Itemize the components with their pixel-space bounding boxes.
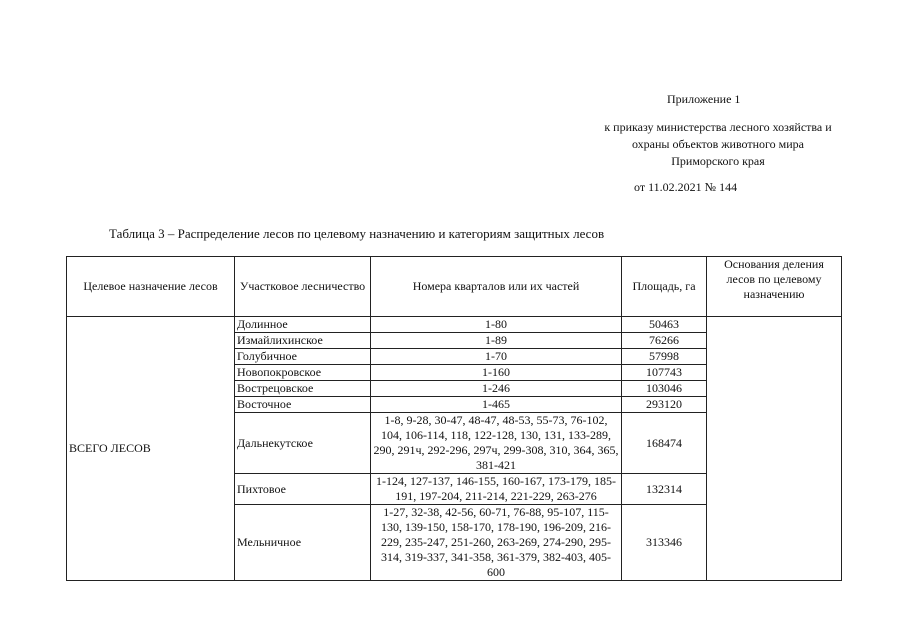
- column-header: Номера кварталов или их частей: [371, 257, 622, 317]
- area-cell: 168474: [622, 413, 707, 474]
- area-cell: 76266: [622, 333, 707, 349]
- table-row: [67, 317, 842, 333]
- quarters-cell: 1-160: [371, 365, 622, 381]
- quarters-cell: 1-465: [371, 397, 622, 413]
- district-cell: Долинное: [235, 317, 371, 333]
- order-reference: [580, 119, 856, 170]
- district-cell: Измайлихинское: [235, 333, 371, 349]
- table-caption: Таблица 3 – Распределение лесов по целевому назначению и категориям защитных лесов: [109, 226, 605, 241]
- district-cell: Восточное: [235, 397, 371, 413]
- quarters-cell: 1-124, 127-137, 146-155, 160-167, 173-179, 185-191, 197-204, 211-214, 221-229, 263-276: [371, 474, 622, 505]
- column-header: Площадь, га: [622, 257, 707, 317]
- appendix-title: Приложение 1: [667, 92, 741, 106]
- area-cell: 50463: [622, 317, 707, 333]
- district-cell: Голубичное: [235, 349, 371, 365]
- district-cell: Дальнекутское: [235, 413, 371, 474]
- quarters-cell: 1-8, 9-28, 30-47, 48-47, 48-53, 55-73, 76-102, 104, 106-114, 118, 122-128, 130, 131, 133-289, 290, 291ч, 292-296, 297ч, 299-308, 310, 364, 365, 381-421: [371, 413, 622, 474]
- column-header: Целевое назначение лесов: [67, 257, 235, 317]
- column-header: Основания деления лесов по целевому назначению: [707, 257, 842, 317]
- district-cell: Мельничное: [235, 505, 371, 581]
- forest-distribution-table: [66, 256, 842, 581]
- order-line: охраны объектов животного мира: [631, 137, 805, 151]
- quarters-cell: 1-70: [371, 349, 622, 365]
- quarters-cell: 1-27, 32-38, 42-56, 60-71, 76-88, 95-107, 115-130, 139-150, 158-170, 178-190, 196-209, 216-229, 235-247, 251-260, 263-269, 274-290, 295-314, 319-337, 341-358, 361-379, 382-403, 405-600: [371, 505, 622, 581]
- purpose-cell: ВСЕГО ЛЕСОВ: [67, 317, 235, 581]
- area-cell: 313346: [622, 505, 707, 581]
- area-cell: 57998: [622, 349, 707, 365]
- quarters-cell: 1-80: [371, 317, 622, 333]
- order-line: к приказу министерства лесного хозяйства и: [604, 120, 832, 134]
- order-date: от 11.02.2021 № 144: [634, 180, 738, 194]
- area-cell: 132314: [622, 474, 707, 505]
- area-cell: 293120: [622, 397, 707, 413]
- table-header-row: [67, 257, 842, 317]
- district-cell: Пихтовое: [235, 474, 371, 505]
- area-cell: 103046: [622, 381, 707, 397]
- basis-cell: [707, 317, 842, 581]
- quarters-cell: 1-89: [371, 333, 622, 349]
- column-header: Участковое лесничество: [235, 257, 371, 317]
- order-line: Приморского края: [671, 154, 765, 168]
- district-cell: Вострецовское: [235, 381, 371, 397]
- district-cell: Новопокровское: [235, 365, 371, 381]
- quarters-cell: 1-246: [371, 381, 622, 397]
- area-cell: 107743: [622, 365, 707, 381]
